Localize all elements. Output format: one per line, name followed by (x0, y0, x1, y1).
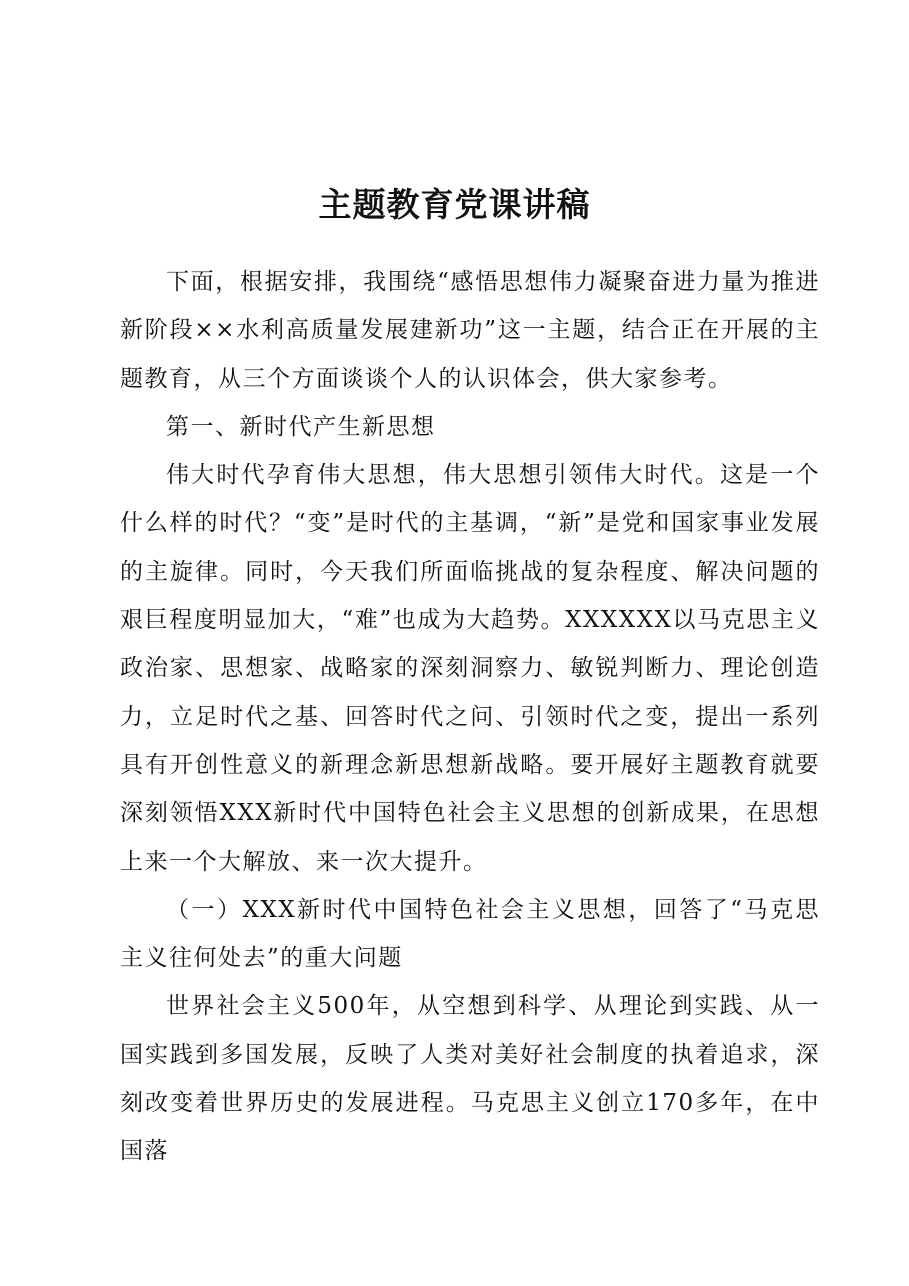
paragraph-intro: 下面，根据安排，我围绕“感悟思想伟力凝聚奋进力量为推进新阶段××水利高质量发展建新功”这一主题，结合正在开展的主题教育，从三个方面谈谈个人的认识体会，供大家参考。 (120, 269, 820, 392)
paragraph-subsection-1: 世界社会主义500年，从空想到科学、从理论到实践、从一国实践到多国发展，反映了人类对美好社会制度的执着追求，深刻改变着世界历史的发展进程。马克思主义创立170多年，在中国落 (120, 993, 820, 1165)
paragraph-section-1: 伟大时代孕育伟大思想，伟大思想引领伟大时代。这是一个什么样的时代？“变”是时代的主基调，“新”是党和国家事业发展的主旋律。同时，今天我们所面临挑战的复杂程度、解决问题的艰巨程度明显加大，“难”也成为大趋势。XXXXXX以马克思主义政治家、思想家、战略家的深刻洞察力、敏锐判断力、理论创造力，立足时代之基、回答时代之问、引领时代之变，提出一系列具有开创性意义的新理念新思想新战略。要开展好主题教育就要深刻领悟XXX新时代中国特色社会主义思想的创新成果，在思想上来一个大解放、来一次大提升。 (120, 462, 820, 875)
page-title: 主题教育党课讲稿 (318, 185, 591, 224)
document-body (120, 258, 820, 1176)
section-heading-1: 第一、新时代产生新思想 (166, 413, 436, 440)
subsection-heading-1: （一）XXX新时代中国特色社会主义思想，回答了“马克思主义往何处去”的重大问题 (120, 896, 820, 972)
